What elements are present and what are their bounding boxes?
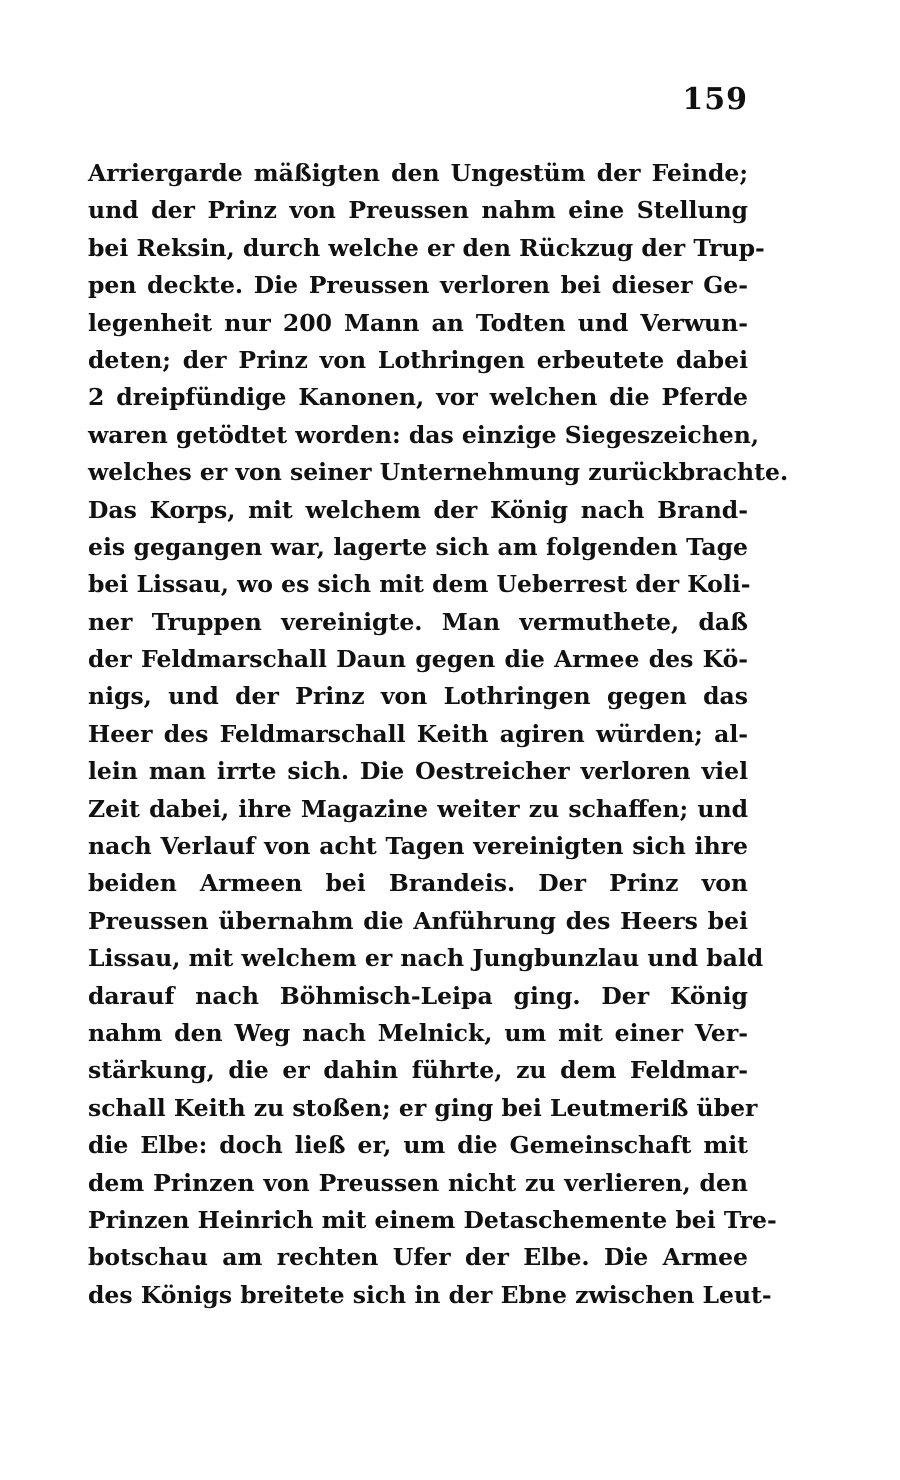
text-line: nigs, und der Prinz von Lothringen gegen das <box>88 682 748 711</box>
text-line: Prinzen Heinrich mit einem Detaschemente bei Tre- <box>88 1205 777 1234</box>
text-line: Arriergarde mäßigten den Ungestüm der Feinde; <box>88 159 748 187</box>
text-line: beiden Armeen bei Brandeis. Der Prinz von <box>88 869 748 898</box>
body-text <box>88 155 789 1314</box>
text-line: pen deckte. Die Preussen verloren bei dieser Ge- <box>88 271 748 300</box>
text-line: darauf nach Böhmisch-Leipa ging. Der König <box>88 981 748 1010</box>
page-number: 159 <box>682 82 748 117</box>
text-line: die Elbe: doch ließ er, um die Gemeinschaft mit <box>88 1131 748 1160</box>
text-line: lein man irrte sich. Die Oestreicher verloren viel <box>88 757 748 786</box>
text-line: dem Prinzen von Preussen nicht zu verlieren, den <box>88 1168 748 1197</box>
text-line: bei Reksin, durch welche er den Rückzug der Trup- <box>88 233 765 262</box>
text-line: welches er von seiner Unternehmung zurückbrachte. <box>88 458 789 487</box>
text-line: des Königs breitete sich in der Ebne zwischen Leut- <box>88 1280 772 1309</box>
text-line: Lissau, mit welchem er nach Jungbunzlau und bald <box>88 944 764 973</box>
text-line: ner Truppen vereinigte. Man vermuthete, daß <box>88 607 748 636</box>
text-line: legenheit nur 200 Mann an Todten und Verwun- <box>88 308 748 337</box>
text-line: bei Lissau, wo es sich mit dem Ueberrest der Koli- <box>88 570 751 599</box>
text-line: waren getödtet worden: das einzige Siegeszeichen, <box>88 420 760 449</box>
text-line: und der Prinz von Preussen nahm eine Stellung <box>88 196 748 225</box>
text-line: deten; der Prinz von Lothringen erbeutete dabei <box>88 345 748 374</box>
text-line: 2 dreipfündige Kanonen, vor welchen die Pferde <box>88 383 748 412</box>
text-line: schall Keith zu stoßen; er ging bei Leutmeriß über <box>88 1093 758 1122</box>
text-line: der Feldmarschall Daun gegen die Armee des Kö- <box>88 645 748 674</box>
text-line: nahm den Weg nach Melnick, um mit einer Ver- <box>88 1018 748 1047</box>
text-line: stärkung, die er dahin führte, zu dem Feldmar- <box>88 1056 748 1085</box>
text-line: eis gegangen war, lagerte sich am folgenden Tage <box>88 532 748 561</box>
text-line: Heer des Feldmarschall Keith agiren würden; al- <box>88 719 748 748</box>
text-line: nach Verlauf von acht Tagen vereinigten sich ihre <box>88 832 748 861</box>
text-line: botschau am rechten Ufer der Elbe. Die Armee <box>88 1243 748 1272</box>
text-line: Das Korps, mit welchem der König nach Brand- <box>88 495 748 524</box>
text-line: Preussen übernahm die Anführung des Heers bei <box>88 906 748 935</box>
text-line: Zeit dabei, ihre Magazine weiter zu schaffen; und <box>88 794 748 823</box>
